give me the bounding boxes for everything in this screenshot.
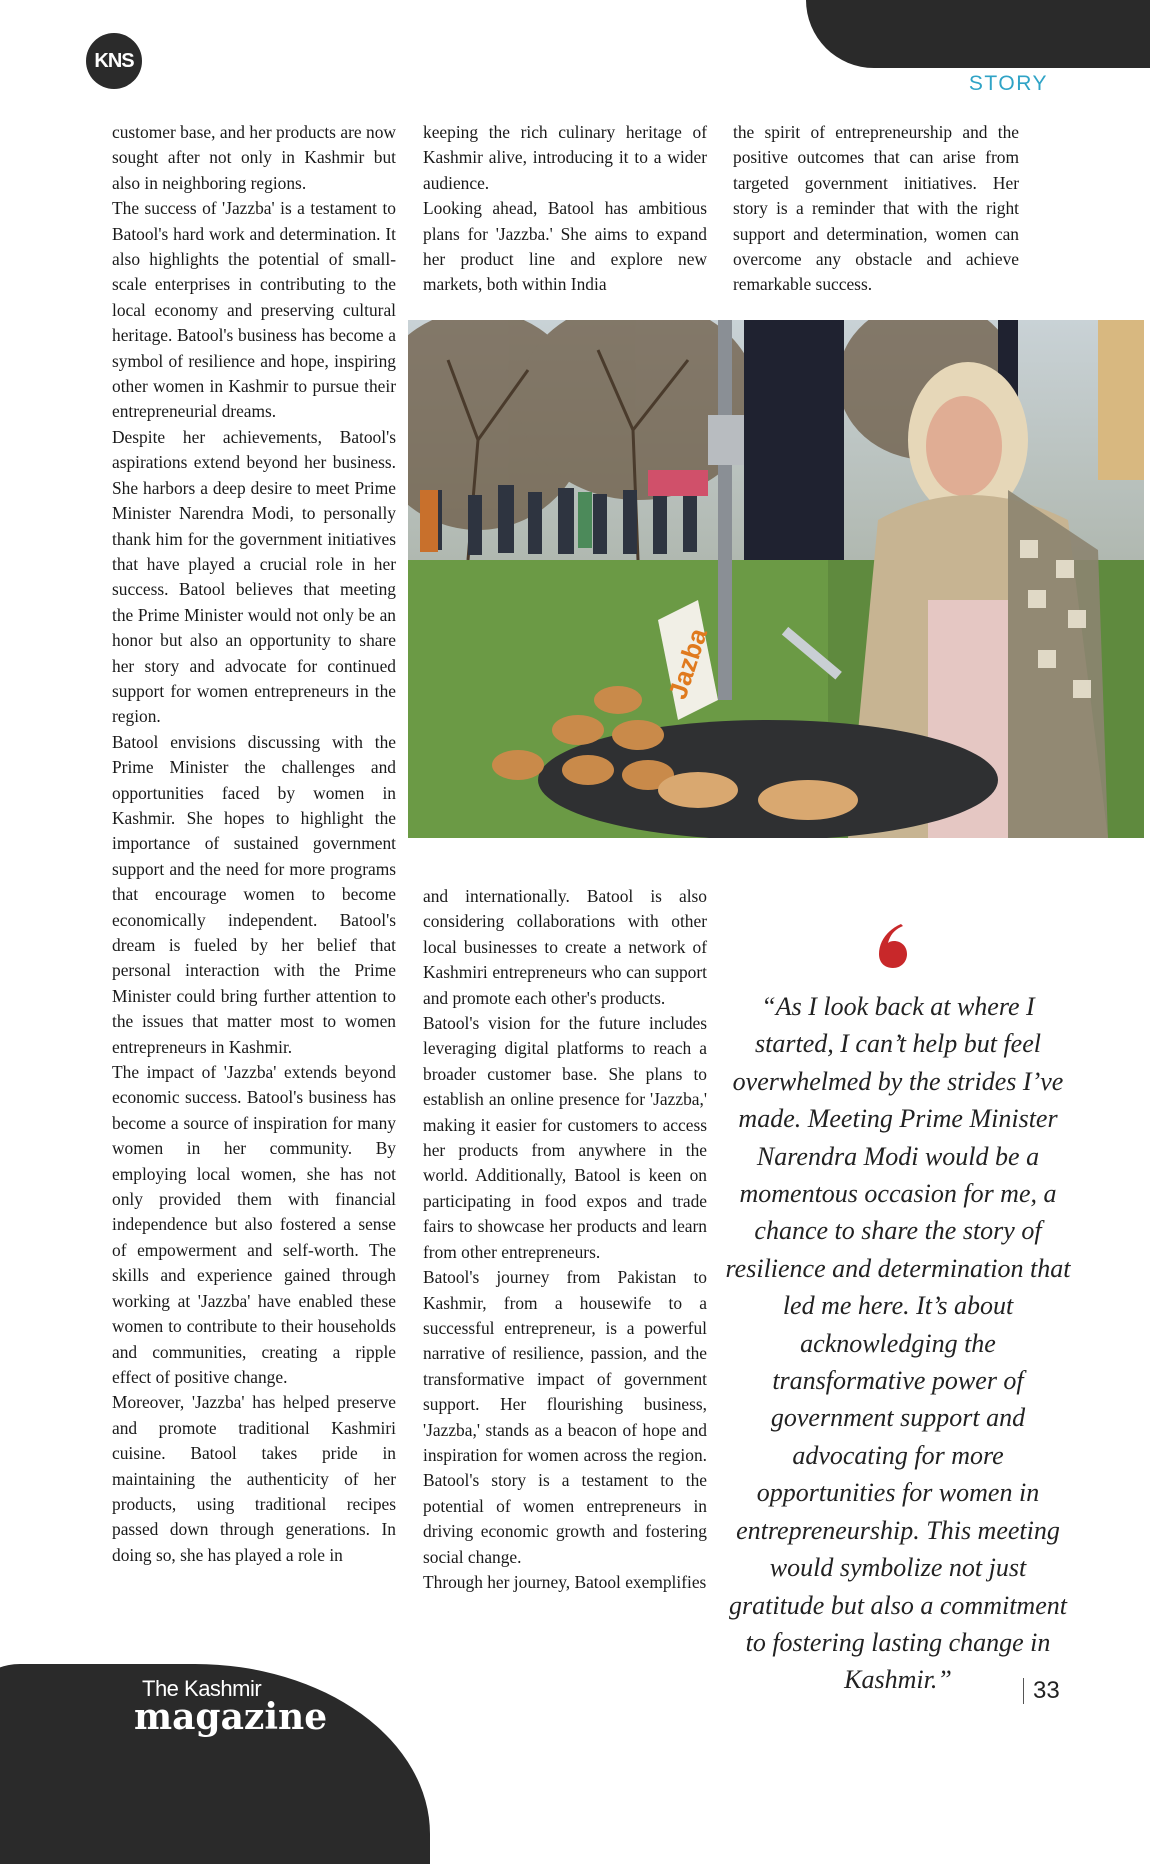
article-column-1: [112, 120, 396, 1568]
pull-quote: “As I look back at where I started, I can’t help but feel overwhelmed by the strides I’ve made. Meeting Prime Minister Narendra Modi would be a momentous occasion for me, a chance to share the story of resilience and determination that led me here. It’s about acknowledging the transformative power of government support and advocating for more opportunities for women in entrepreneurship. This meeting would symbolize not just gratitude but also a commitment to fostering lasting change in Kashmir.”: [725, 992, 1071, 1695]
magazine-logo-line2: magazine: [134, 1696, 328, 1738]
article-column-2-top: [423, 120, 707, 298]
kns-badge: KNS: [86, 33, 142, 89]
paragraph: keeping the rich culinary heritage of Kashmir alive, introducing it to a wider audience.: [423, 122, 707, 193]
paragraph: Batool envisions discussing with the Prime Minister the challenges and opportunities faced by women in Kashmir. She hopes to highlight the importance of sustained government support and the need for more programs that encourage women to become economically independent. Batool's dream is fueled by her belief that personal interaction with the Prime Minister could bring further attention to the issues that matter most to women entrepreneurs in Kashmir.: [112, 731, 396, 1057]
paragraph: Through her journey, Batool exemplifies: [423, 1571, 707, 1592]
paragraph: Batool's vision for the future includes leveraging digital platforms to reach a broader customer base. She plans to establish an online presence for 'Jazzba,' making it easier for customers to access her products from anywhere in the world. Additionally, Batool is keen on participating in food expos and trade fairs to showcase her products and learn from other entrepreneurs.: [423, 1013, 707, 1262]
paragraph: and internationally. Batool is also considering collaborations with other local businesses to create a network of Kashmiri entrepreneurs who can support and promote each other's products.: [423, 886, 707, 1008]
paragraph: the spirit of entrepreneurship and the positive outcomes that can arise from targeted government initiatives. Her story is a reminder that with the right support and determination, women can overcome any obstacle and achieve remarkable success.: [733, 122, 1019, 295]
photo-illustration: [408, 320, 1144, 838]
article-photo: [408, 320, 1144, 838]
stall-sign-text: Jazba: [662, 624, 714, 703]
paragraph: Despite her achievements, Batool's aspirations extend beyond her business. She harbors a deep desire to meet Prime Minister Narendra Modi, to personally thank him for the government initiatives that have played a crucial role in her success. Batool believes that meeting the Prime Minister would not only be an honor but also an opportunity to share her story and advocate for continued support for women entrepreneurs in the region.: [112, 426, 396, 727]
paragraph: Moreover, 'Jazzba' has helped preserve and promote traditional Kashmiri cuisine. Batool takes pride in maintaining the authenticity of her products, using traditional recipes passed down through generations. In doing so, she has played a role in: [112, 1392, 396, 1565]
quote-mark-icon: [873, 920, 913, 970]
article-column-2-bottom: [423, 884, 707, 1595]
paragraph: The success of 'Jazzba' is a testament to Batool's hard work and determination. It also highlights the potential of small-scale enterprises in contributing to the local economy and preserving cultural heritage. Batool's business has become a symbol of resilience and hope, inspiring other women in Kashmir to pursue their entrepreneurial dreams.: [112, 198, 396, 422]
paragraph: customer base, and her products are now sought after not only in Kashmir but also in neighboring regions.: [112, 122, 396, 193]
page-number: 33: [1023, 1678, 1060, 1704]
section-label: STORY: [968, 72, 1048, 95]
magazine-logo-line1: The Kashmir: [142, 1676, 262, 1701]
paragraph: The impact of 'Jazzba' extends beyond economic success. Batool's business has become a source of inspiration for many women in her community. By employing local women, she has not only provided them with financial independence but also fostered a sense of empowerment and self-worth. The skills and experience gained through working at 'Jazzba' have enabled these women to contribute to their households and communities, creating a ripple effect of positive change.: [112, 1062, 396, 1387]
paragraph: Batool's journey from Pakistan to Kashmir, from a housewife to a successful entrepreneur, is a powerful narrative of resilience, passion, and the transformative impact of government support. Her flourishing business, 'Jazzba,' stands as a beacon of hope and inspiration for women across the region. Batool's story is a testament to the potential of women entrepreneurs in driving economic growth and fostering social change.: [423, 1267, 707, 1567]
article-column-3-top: [733, 120, 1019, 298]
paragraph: Looking ahead, Batool has ambitious plans for 'Jazzba.' She aims to expand her product line and explore new markets, both within India: [423, 198, 707, 295]
header-bar: [806, 0, 1150, 68]
